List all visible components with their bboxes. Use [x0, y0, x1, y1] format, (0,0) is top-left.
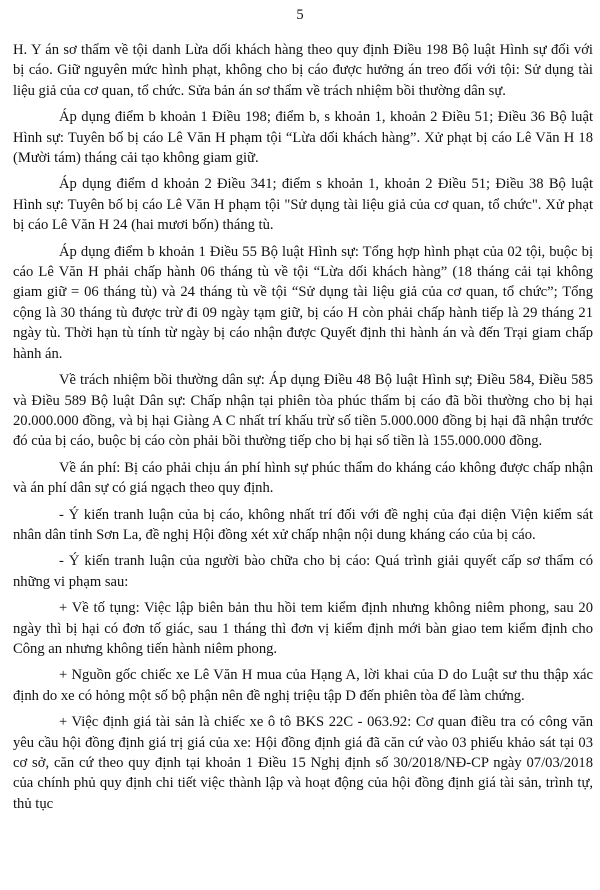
paragraph-court-fees: Về án phí: Bị cáo phải chịu án phí hình sự phúc thẩm do kháng cáo không được chấp nhận và án phí dân sự có giá ngạch theo quy định. — [13, 459, 593, 497]
paragraph-asset-valuation: + Việc định giá tài sản là chiếc xe ô tô BKS 22C - 063.92: Cơ quan điều tra có công văn yêu cầu hội đồng định giá trị giá của xe: Hội đồng định giá đã căn cứ vào 03 phiếu khảo sát tại 03 cơ sở, căn cứ theo quy định tại khoản 1 Điều 15 Nghị định số 30/2018/NĐ-CP ngày 07/03/2018 của chính phủ quy định chi tiết việc thành lập và hoạt động của hội đồng định giá tài sản, trình tự, thủ tục — [13, 714, 593, 812]
paragraph-defense-counsel-argument: - Ý kiến tranh luận của người bào chữa cho bị cáo: Quá trình giải quyết cấp sơ thẩm có những vi phạm sau: — [13, 553, 593, 590]
paragraph-vehicle-origin: + Nguồn gốc chiếc xe Lê Văn H mua của Hạng A, lời khai của D do Luật sư thu thập xác định do xe có hỏng một số bộ phận nên đề nghị triệu tập D đến phiên tòa để làm chứng. — [13, 667, 593, 704]
paragraph-civil-compensation: Về trách nhiệm bồi thường dân sự: Áp dụng Điều 48 Bộ luật Hình sự; Điều 584, Điều 585 và Điều 589 Bộ luật Dân sự: Chấp nhận tại phiên tòa phúc thẩm bị cáo đã bồi thường cho bị hại 20.000.000 đồng, và bị hại Giàng A C nhất trí khấu trừ số tiền 5.000.000 đồng bị hại đã nhận trước đó của bị cáo, buộc bị cáo còn phải bồi thường tiếp cho bị hại số tiền là 155.000.000 đồng. — [13, 372, 593, 450]
paragraph-aggregate-sentence: Áp dụng điểm b khoản 1 Điều 55 Bộ luật Hình sự: Tổng hợp hình phạt của 02 tội, buộc bị cáo Lê Văn H phải chấp hành 06 tháng tù về tội “Lừa dối khách hàng” (18 tháng cải tại không giam giữ = 06 tháng tù) và 24 tháng tù về tội “Sử dụng tài liệu giả của cơ quan, tổ chức”; Tổng cộng là 30 tháng tù được trừ đi 09 ngày tạm giữ, bị cáo H còn phải chấp hành tiếp là 29 tháng 21 ngày tù. Thời hạn tù tính từ ngày bị cáo nhận được Quyết định thi hành án và đến Trại giam chấp hành án. — [13, 243, 593, 362]
document-body — [13, 40, 593, 820]
paragraph-article-198-sentence: Áp dụng điểm b khoản 1 Điều 198; điểm b, s khoản 1, khoản 2 Điều 51; Điều 36 Bộ luật Hình sự: Tuyên bố bị cáo Lê Văn H phạm tội “Lừa dối khách hàng”. Xử phạt bị cáo Lê Văn H 18 (Mười tám) tháng cải tạo không giam giữ. — [13, 109, 593, 167]
page-number: 5 — [296, 7, 304, 23]
paragraph-defendant-argument: - Ý kiến tranh luận của bị cáo, không nhất trí đối với đề nghị của đại diện Viện kiểm sát nhân dân tỉnh Sơn La, đề nghị Hội đồng xét xử chấp nhận nội dung kháng cáo của bị cáo. — [13, 506, 593, 543]
paragraph-article-341-sentence: Áp dụng điểm d khoản 2 Điều 341; điểm s khoản 1, khoản 2 Điều 51; Điều 38 Bộ luật Hình sự: Tuyên bố bị cáo Lê Văn H phạm tội "Sử dụng tài liệu giả của cơ quan, tổ chức". Xử phạt bị cáo Lê Văn H 24 (hai mươi bốn) tháng tù. — [13, 176, 593, 234]
paragraph-procedure-violation: + Về tố tụng: Việc lập biên bản thu hồi tem kiểm định nhưng không niêm phong, sau 20 ngày thì bị hại có đơn tố giác, sau 1 tháng thì đơn vị kiểm định mới bàn giao tem kiểm định cho Công an nhưng không tiến hành niêm phong. — [13, 600, 593, 657]
paragraph-verdict-summary: H. Y án sơ thẩm về tội danh Lừa dối khách hàng theo quy định Điều 198 Bộ luật Hình sự đối với bị cáo. Giữ nguyên mức hình phạt, không cho bị cáo được hưởng án treo đối với tội: Sử dụng tài liệu giả của cơ quan, tổ chức. Sửa bản án sơ thẩm về trách nhiệm bồi thường dân sự. — [13, 42, 593, 99]
